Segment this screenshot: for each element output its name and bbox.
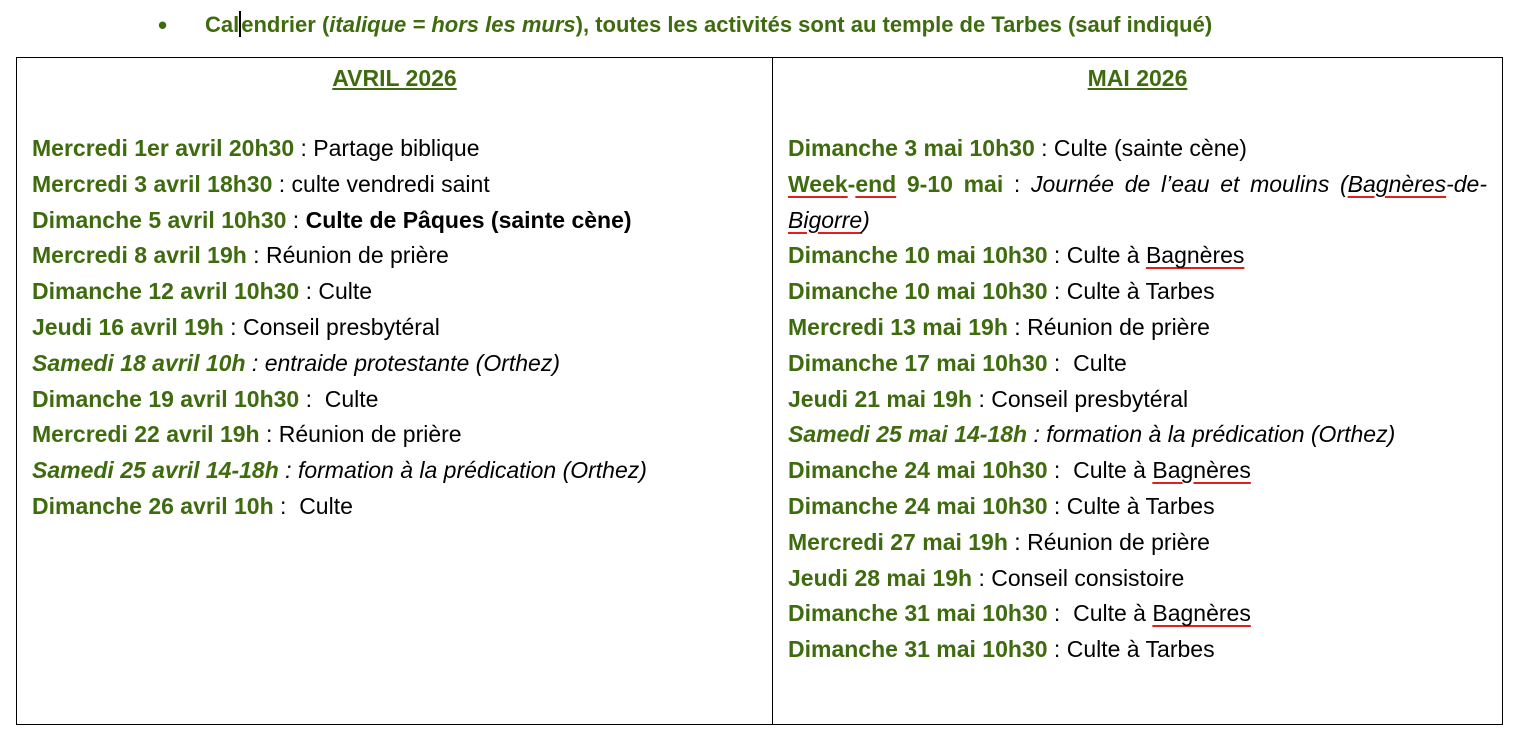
may-event — [788, 453, 1487, 489]
april-event — [32, 346, 757, 382]
event-description: culte vendredi saint — [291, 170, 490, 197]
bullet-icon: • — [158, 10, 168, 40]
may-title: MAI 2026 — [1087, 65, 1188, 91]
event-description-part: Bigorre — [788, 206, 863, 233]
event-description: formation à la prédication (Orthez) — [297, 457, 647, 484]
event-separator: : — [245, 349, 265, 376]
event-description: Culte (sainte cène) — [1053, 135, 1247, 161]
event-date: Dimanche 17 mai 10h30 — [788, 349, 1048, 376]
event-date: Mercredi 8 avril 19h — [32, 242, 247, 269]
may-event — [788, 632, 1487, 668]
event-description: Culte à — [1073, 457, 1153, 484]
event-separator: : — [972, 564, 992, 591]
event-separator: : — [1003, 170, 1031, 197]
event-date: Samedi 18 avril 10h — [32, 349, 246, 376]
april-event — [32, 238, 757, 274]
event-date: Samedi 25 mai 14-18h — [788, 421, 1028, 448]
event-separator: : — [1047, 636, 1067, 663]
may-event — [788, 561, 1487, 597]
heading-part-1a: Cal — [205, 12, 240, 37]
event-date: Dimanche 31 mai 10h30 — [788, 600, 1048, 627]
event-date: Jeudi 16 avril 19h — [32, 313, 224, 340]
april-event — [32, 453, 757, 489]
may-event — [788, 310, 1487, 346]
event-separator: : — [1047, 349, 1074, 376]
event-description: Culte à Tarbes — [1066, 278, 1215, 305]
event-description-part: ) — [862, 206, 870, 233]
event-separator: : — [299, 278, 319, 305]
event-separator: : — [286, 206, 306, 233]
event-separator: : — [1007, 313, 1028, 340]
event-separator: : — [1034, 135, 1054, 161]
may-event — [788, 489, 1487, 525]
event-date-part: Week — [788, 170, 848, 197]
event-separator: : — [273, 492, 300, 519]
event-description: Réunion de prière — [1027, 528, 1210, 555]
event-description: Culte à — [1066, 242, 1146, 269]
event-description: Conseil consistoire — [991, 564, 1185, 591]
event-description: Conseil presbytéral — [242, 313, 440, 340]
event-description-place: Bagnères — [1152, 457, 1251, 484]
april-column — [17, 58, 773, 724]
event-date: Samedi 25 avril 14-18h — [32, 457, 279, 484]
event-description: Culte — [299, 492, 353, 519]
event-separator: : — [1047, 242, 1067, 269]
event-separator: : — [972, 385, 992, 412]
event-description: Réunion de prière — [265, 242, 449, 269]
calendar-heading — [0, 8, 1524, 42]
event-date: Dimanche 10 mai 10h30 — [788, 278, 1048, 305]
event-description: Culte à Tarbes — [1066, 492, 1215, 519]
event-description: formation à la prédication (Orthez) — [1046, 421, 1396, 448]
event-description: entraide protestante (Orthez) — [264, 349, 561, 376]
event-description: Culte — [318, 278, 373, 305]
april-event — [32, 167, 757, 203]
may-event — [788, 167, 1487, 239]
event-description: Culte à — [1073, 600, 1153, 627]
heading-text — [205, 8, 1212, 42]
event-date: Jeudi 21 mai 19h — [788, 385, 973, 412]
event-date: Mercredi 13 mai 19h — [788, 313, 1008, 340]
event-separator: : — [272, 170, 292, 197]
event-description: Culte — [1073, 349, 1127, 376]
event-description-part: Journée de l’eau et moulins ( — [1030, 170, 1348, 197]
april-event — [32, 382, 757, 418]
may-event — [788, 525, 1487, 561]
event-date: Dimanche 31 mai 10h30 — [788, 636, 1048, 663]
april-event — [32, 417, 757, 453]
april-event-list — [32, 131, 757, 525]
event-description: Partage biblique — [313, 135, 480, 161]
event-description-part: Bagnères — [1347, 170, 1447, 197]
event-description: Réunion de prière — [1027, 313, 1210, 340]
may-event — [788, 238, 1487, 274]
event-description-part: -de- — [1446, 170, 1488, 197]
event-separator: : — [278, 457, 298, 484]
event-description-place: Bagnères — [1152, 600, 1251, 627]
event-date — [788, 171, 1003, 197]
event-date: Dimanche 19 avril 10h30 — [32, 385, 300, 412]
event-description: Conseil presbytéral — [991, 385, 1189, 412]
event-description-place: Bagnères — [1145, 242, 1245, 269]
event-date: Mercredi 22 avril 19h — [32, 421, 260, 448]
event-date: Mercredi 1er avril 20h30 — [32, 135, 295, 161]
april-event — [32, 131, 757, 167]
event-date-part: 9-10 mai — [896, 170, 1004, 197]
event-date: Dimanche 5 avril 10h30 — [32, 206, 287, 233]
event-date: Jeudi 28 mai 19h — [788, 564, 973, 591]
event-date: Mercredi 3 avril 18h30 — [32, 170, 273, 197]
event-separator: : — [1007, 528, 1028, 555]
heading-part-2: ), toutes les activités sont au temple de Tarbes (sauf indiqué) — [575, 12, 1213, 37]
event-date: Dimanche 12 avril 10h30 — [32, 278, 300, 305]
heading-italic-note: italique = hors les murs — [329, 12, 576, 37]
event-date-part: - — [847, 170, 856, 197]
event-date: Dimanche 10 mai 10h30 — [788, 242, 1048, 269]
event-description: Culte à Tarbes — [1066, 636, 1215, 663]
event-description: Culte — [324, 385, 379, 412]
april-event — [32, 489, 757, 525]
may-event — [788, 596, 1487, 632]
event-date: Dimanche 24 mai 10h30 — [788, 492, 1048, 519]
event-separator: : — [1047, 600, 1074, 627]
event-separator: : — [223, 313, 243, 340]
event-date: Dimanche 24 mai 10h30 — [788, 457, 1048, 484]
may-column — [773, 58, 1502, 724]
event-separator: : — [246, 242, 266, 269]
event-separator: : — [1027, 421, 1047, 448]
event-date-part: end — [855, 170, 897, 197]
event-description: Culte de Pâques (sainte cène) — [305, 206, 632, 233]
event-separator: : — [1047, 492, 1067, 519]
event-date: Dimanche 3 mai 10h30 — [788, 135, 1035, 161]
event-separator: : — [1047, 278, 1067, 305]
may-event — [788, 346, 1487, 382]
event-separator: : — [259, 421, 279, 448]
may-event — [788, 131, 1487, 167]
may-event — [788, 382, 1487, 418]
april-title: AVRIL 2026 — [332, 65, 457, 91]
may-event — [788, 417, 1487, 453]
may-event-list — [788, 131, 1487, 668]
event-description: Réunion de prière — [278, 421, 462, 448]
event-date: Dimanche 26 avril 10h — [32, 492, 274, 519]
april-event — [32, 310, 757, 346]
april-event — [32, 203, 757, 239]
may-event — [788, 274, 1487, 310]
event-separator: : — [1047, 457, 1074, 484]
event-separator: : — [294, 135, 314, 161]
event-date: Mercredi 27 mai 19h — [788, 528, 1008, 555]
april-event — [32, 274, 757, 310]
calendar-table — [16, 57, 1503, 725]
heading-part-1b: endrier ( — [241, 12, 330, 37]
event-separator: : — [299, 385, 325, 412]
